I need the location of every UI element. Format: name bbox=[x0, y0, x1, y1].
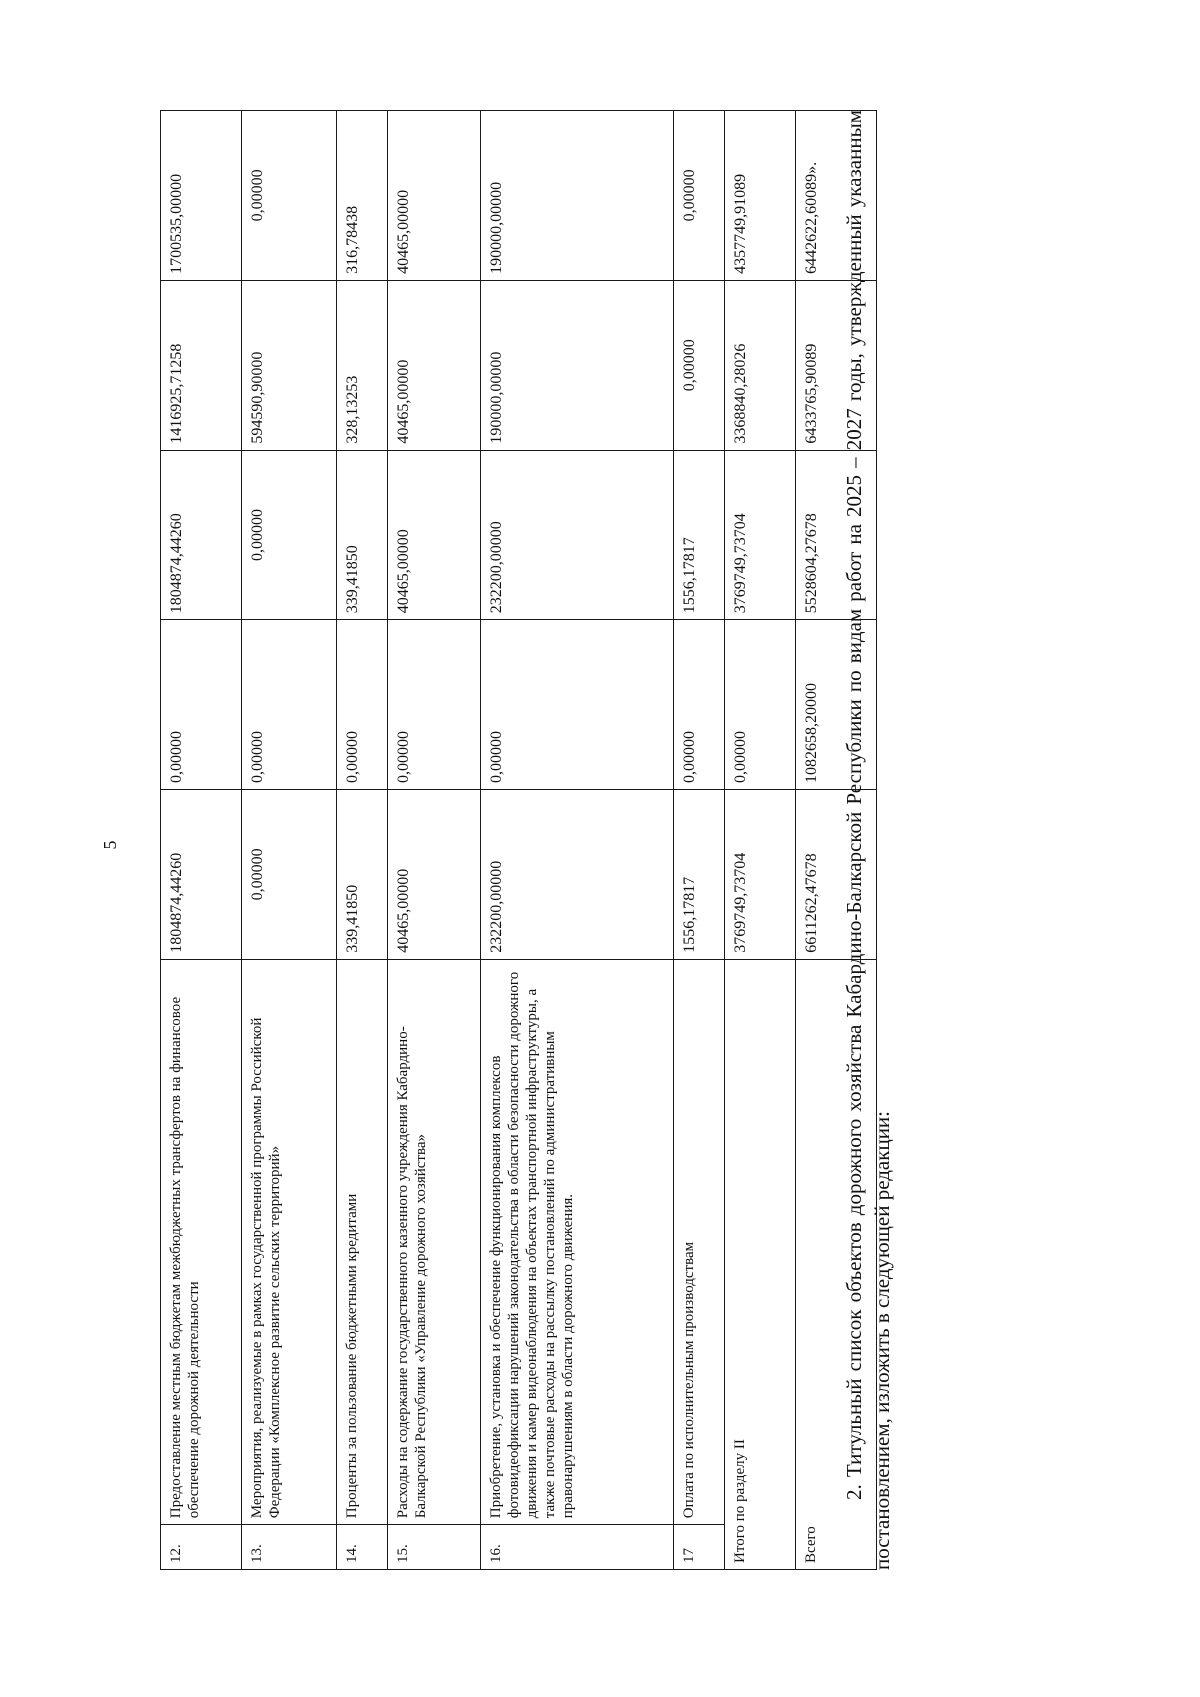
row-value-v1: 0,00000 bbox=[242, 790, 337, 960]
row-number: 12. bbox=[161, 1525, 242, 1570]
total-all-row-value-v3: 5528604,27678 bbox=[796, 450, 877, 620]
total-all-row-value-v5: 6442622,60089». bbox=[796, 111, 877, 281]
row-value-v3: 0,00000 bbox=[242, 450, 337, 620]
row-value-v1: 40465,00000 bbox=[388, 790, 481, 960]
row-value-v3: 1804874,44260 bbox=[161, 450, 242, 620]
total-section-row-value-v3: 3769749,73704 bbox=[725, 450, 796, 620]
row-value-v2: 0,00000 bbox=[242, 620, 337, 790]
row-number: 15. bbox=[388, 1525, 481, 1570]
row-number: 14. bbox=[337, 1525, 388, 1570]
row-value-v1: 1556,17817 bbox=[674, 790, 725, 960]
row-value-v3: 339,41850 bbox=[337, 450, 388, 620]
table-row bbox=[161, 111, 242, 1570]
total-all-row-value-v2: 1082658,20000 bbox=[796, 620, 877, 790]
row-value-v3: 1556,17817 bbox=[674, 450, 725, 620]
total-section-row bbox=[725, 111, 796, 1570]
table-row bbox=[674, 111, 725, 1570]
total-all-row-label: Всего bbox=[796, 959, 877, 1569]
table-row bbox=[388, 111, 481, 1570]
page-number: 5 bbox=[100, 840, 120, 850]
row-value-v4: 0,00000 bbox=[674, 280, 725, 450]
budget-table-body bbox=[161, 111, 877, 1570]
row-value-v2: 0,00000 bbox=[674, 620, 725, 790]
total-all-row-value-v4: 6433765,90089 bbox=[796, 280, 877, 450]
row-value-v2: 0,00000 bbox=[388, 620, 481, 790]
row-value-v5: 40465,00000 bbox=[388, 111, 481, 281]
row-name: Расходы на содержание государственного казенного учреждения Кабардино-Балкарской Республики «Управление дорожного хозяйства» bbox=[388, 959, 481, 1524]
total-all-row-value-v1: 6611262,47678 bbox=[796, 790, 877, 960]
row-value-v2: 0,00000 bbox=[337, 620, 388, 790]
paragraph-text: 2. Титульный список объектов дорожного хозяйства Кабардино-Балкарской Республики по видам работ на 2025 – 2027 годы, утвержденный указанным постановлением, изложить в следующей редакции: bbox=[842, 110, 895, 1570]
row-name: Мероприятия, реализуемые в рамках государственной программы Российской Федерации «Комплексное развитие сельских территорий» bbox=[242, 959, 337, 1524]
row-name: Приобретение, установка и обеспечение функционирования комплексов фотовидеофиксации нарушений законодательства в области безопасности дорожного движения и камер видеонаблюдения на объектах транспортной инфраструктуры, а также почтовые расходы на рассылку постановлений по административным правонарушениям в области дорожного движения. bbox=[481, 959, 674, 1524]
total-section-row-value-v2: 0,00000 bbox=[725, 620, 796, 790]
row-value-v2: 0,00000 bbox=[161, 620, 242, 790]
row-number: 16. bbox=[481, 1525, 674, 1570]
table-row bbox=[481, 111, 674, 1570]
row-value-v4: 190000,00000 bbox=[481, 280, 674, 450]
row-number: 17 bbox=[674, 1525, 725, 1570]
row-value-v5: 190000,00000 bbox=[481, 111, 674, 281]
table-row bbox=[242, 111, 337, 1570]
row-value-v4: 1416925,71258 bbox=[161, 280, 242, 450]
rotated-page bbox=[80, 70, 1020, 1620]
row-value-v4: 40465,00000 bbox=[388, 280, 481, 450]
row-value-v3: 232200,00000 bbox=[481, 450, 674, 620]
row-name: Проценты за пользование бюджетными кредитами bbox=[337, 959, 388, 1524]
row-value-v5: 0,00000 bbox=[674, 111, 725, 281]
row-name: Оплата по исполнительным производствам bbox=[674, 959, 725, 1524]
total-section-row-value-v4: 3368840,28026 bbox=[725, 280, 796, 450]
total-section-row-label: Итого по разделу II bbox=[725, 959, 796, 1569]
row-value-v1: 1804874,44260 bbox=[161, 790, 242, 960]
row-value-v5: 316,78438 bbox=[337, 111, 388, 281]
total-section-row-value-v5: 4357749,91089 bbox=[725, 111, 796, 281]
row-value-v5: 1700535,00000 bbox=[161, 111, 242, 281]
row-value-v5: 0,00000 bbox=[242, 111, 337, 281]
row-value-v1: 232200,00000 bbox=[481, 790, 674, 960]
row-value-v3: 40465,00000 bbox=[388, 450, 481, 620]
row-value-v4: 594590,90000 bbox=[242, 280, 337, 450]
amendment-paragraph bbox=[840, 110, 897, 1570]
row-name: Предоставление местным бюджетам межбюджетных трансфертов на финансовое обеспечение дорожной деятельности bbox=[161, 959, 242, 1524]
row-number: 13. bbox=[242, 1525, 337, 1570]
total-section-row-value-v1: 3769749,73704 bbox=[725, 790, 796, 960]
row-value-v2: 0,00000 bbox=[481, 620, 674, 790]
budget-table bbox=[160, 110, 877, 1570]
row-value-v1: 339,41850 bbox=[337, 790, 388, 960]
table-row bbox=[337, 111, 388, 1570]
row-value-v4: 328,13253 bbox=[337, 280, 388, 450]
